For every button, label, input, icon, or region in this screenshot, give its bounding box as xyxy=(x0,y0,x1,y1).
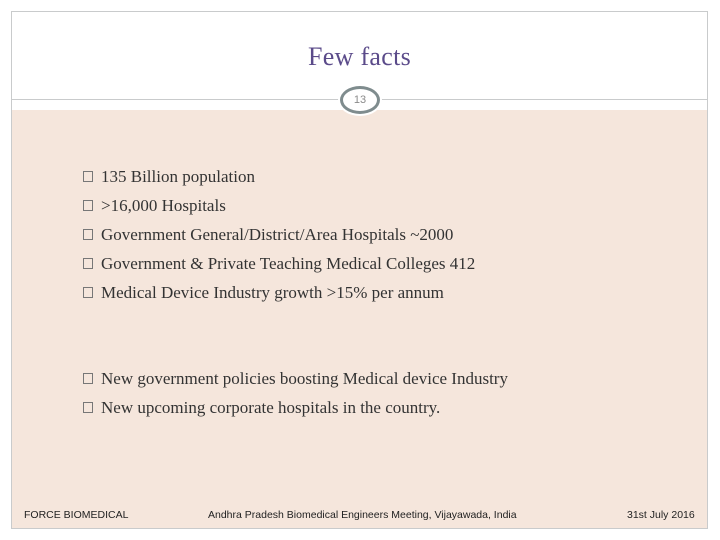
bullet-text: New government policies boosting Medical device Industry xyxy=(101,369,508,388)
footer-date: 31st July 2016 xyxy=(627,509,695,521)
square-bullet-icon xyxy=(83,258,93,269)
square-bullet-icon xyxy=(83,373,93,384)
bullet-text: New upcoming corporate hospitals in the country. xyxy=(101,398,441,417)
bullet-text: Government & Private Teaching Medical Colleges 412 xyxy=(101,254,476,273)
bullet-text: Medical Device Industry growth >15% per annum xyxy=(101,283,444,302)
bullet-text: 135 Billion population xyxy=(101,167,255,186)
square-bullet-icon xyxy=(83,200,93,211)
bullet-text: >16,000 Hospitals xyxy=(101,196,226,215)
slide-title: Few facts xyxy=(307,42,412,71)
footer-organization: FORCE BIOMEDICAL xyxy=(24,509,129,521)
square-bullet-icon xyxy=(83,402,93,413)
square-bullet-icon xyxy=(83,229,93,240)
footer-event: Andhra Pradesh Biomedical Engineers Meeting, Vijayawada, India xyxy=(208,509,517,521)
page-number-badge: 13 xyxy=(340,86,380,114)
slide xyxy=(11,11,708,529)
square-bullet-icon xyxy=(83,287,93,298)
square-bullet-icon xyxy=(83,171,93,182)
bullet-text: Government General/District/Area Hospitals ~2000 xyxy=(101,225,454,244)
